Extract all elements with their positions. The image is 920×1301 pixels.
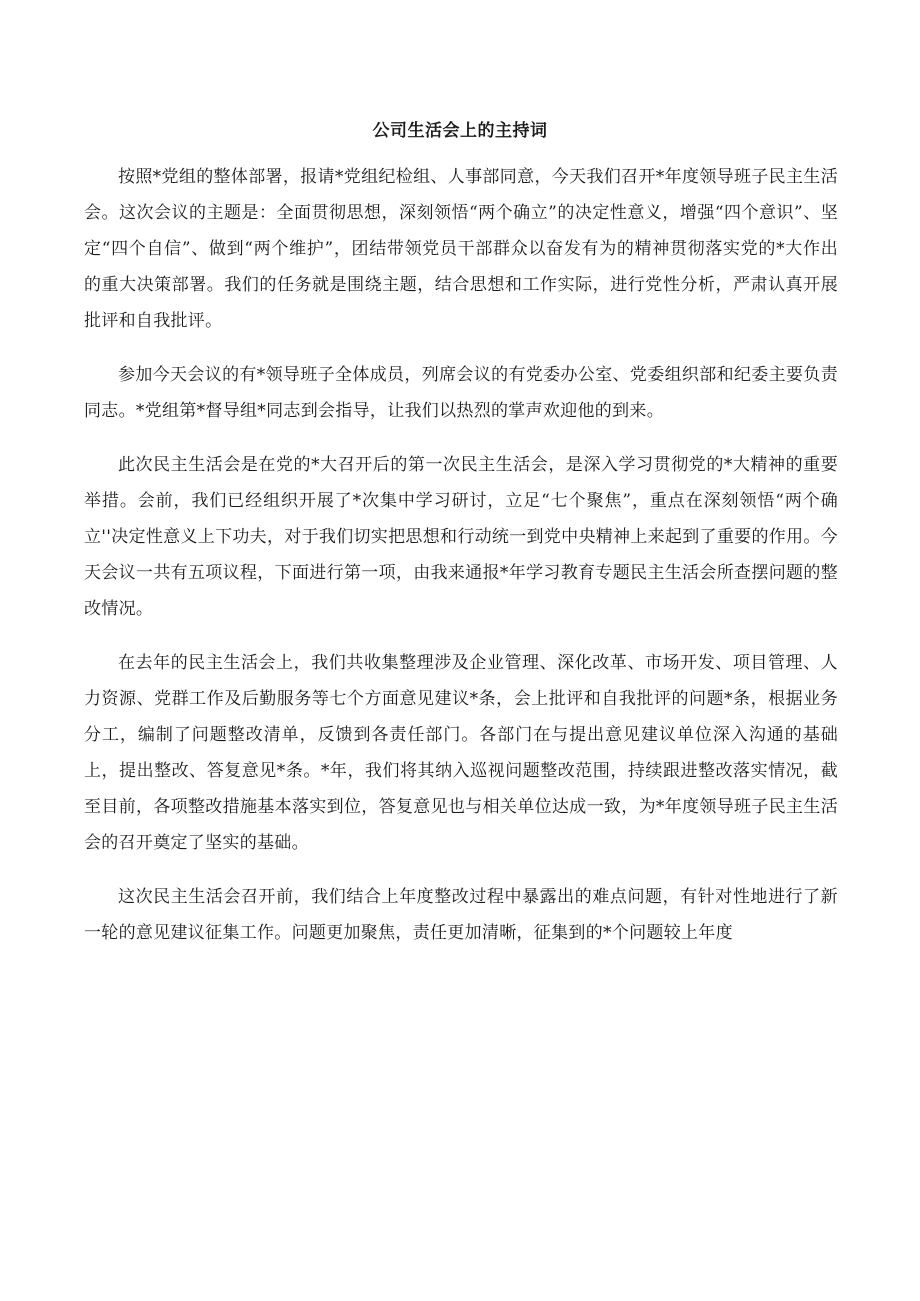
paragraph: 参加今天会议的有*领导班子全体成员，列席会议的有党委办公室、党委组织部和纪委主要负责同志。*党组第*督导组*同志到会指导，让我们以热烈的掌声欢迎他的到来。: [84, 365, 838, 421]
paragraph: 在去年的民主生活会上，我们共收集整理涉及企业管理、深化改革、市场开发、项目管理、人力资源、党群工作及后勤服务等七个方面意见建议*条，会上批评和自我批评的问题*条，根据业务分工，编制了问题整改清单，反馈到各责任部门。各部门在与提出意见建议单位深入沟通的基础上，提出整改、答复意见*条。*年，我们将其纳入巡视问题整改范围，持续跟进整改落实情况，截至目前，各项整改措施基本落实到位，答复意见也与相关单位达成一致，为*年度领导班子民主生活会的召开奠定了坚实的基础。: [84, 653, 838, 853]
paragraph: 此次民主生活会是在党的*大召开后的第一次民主生活会，是深入学习贯彻党的*大精神的重要举措。会前，我们已经组织开展了*次集中学习研讨，立足“七个聚焦”，重点在深刻领悟“两个确立''决定性意义上下功夫，对于我们切实把思想和行动统一到党中央精神上来起到了重要的作用。今天会议一共有五项议程，下面进行第一项，由我来通报*年学习教育专题民主生活会所查摆问题的整改情况。: [84, 455, 838, 619]
paragraph: 按照*党组的整体部署，报请*党组纪检组、人事部同意，今天我们召开*年度领导班子民主生活会。这次会议的主题是：全面贯彻思想，深刻领悟“两个确立”的决定性意义，增强“四个意识”、坚定“四个自信”、做到“两个维护”，团结带领党员干部群众以奋发有为的精神贯彻落实党的*大作出的重大决策部署。我们的任务就是围绕主题，结合思想和工作实际，进行党性分析，严肃认真开展批评和自我批评。: [84, 167, 838, 331]
paragraph: 这次民主生活会召开前，我们结合上年度整改过程中暴露出的难点问题，有针对性地进行了新一轮的意见建议征集工作。问题更加聚焦，责任更加清晰，征集到的*个问题较上年度: [84, 887, 838, 943]
document-body: [84, 159, 838, 969]
document-title: 公司生活会上的主持词: [372, 121, 548, 141]
